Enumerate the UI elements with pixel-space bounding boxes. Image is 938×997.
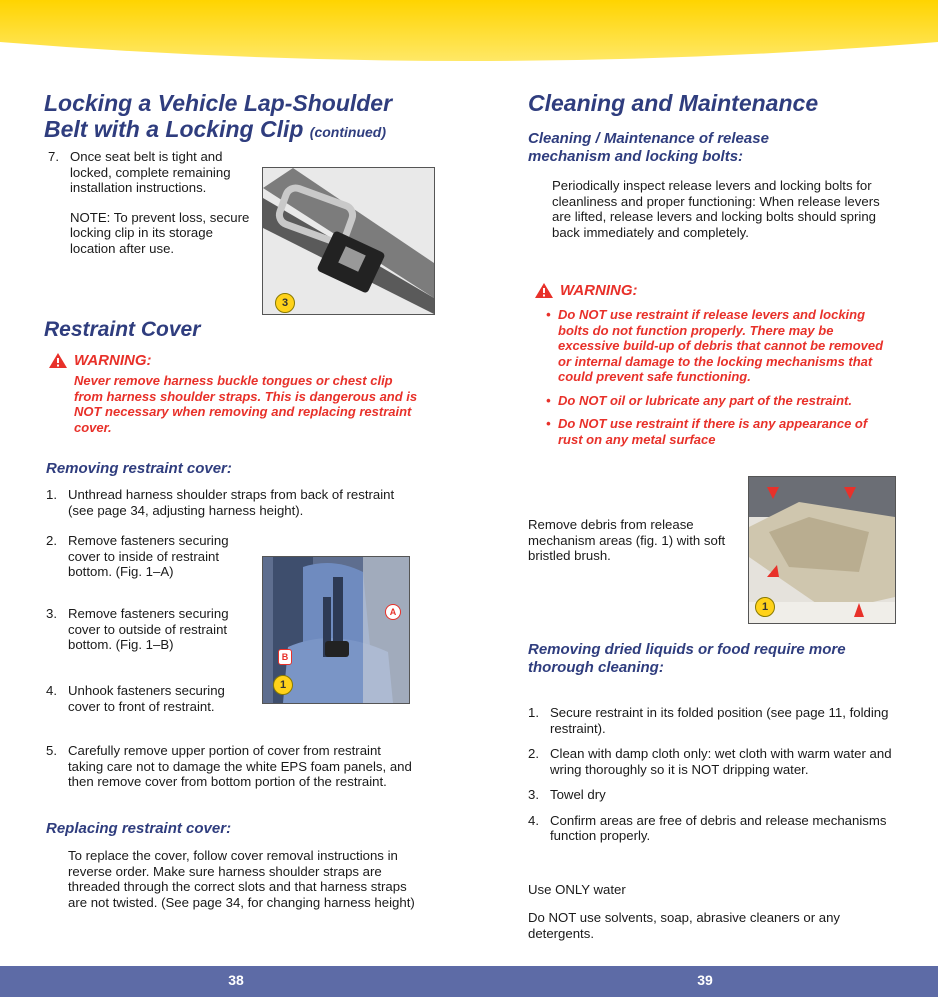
right-page-title-block bbox=[528, 90, 928, 116]
warning-bullet: • Do NOT use restraint if release levers and locking bolts do not function properly. There may be excessive build-up of debris that cannot be removed or internal damage to the locking mechanisms that could prevent safe functioning. bbox=[544, 307, 894, 385]
left-page-title: Locking a Vehicle Lap-Shoulder Belt with a Locking Clip (continued) bbox=[44, 90, 393, 142]
footer-band bbox=[0, 966, 938, 997]
left-page-title-block bbox=[44, 90, 424, 145]
warning-triangle-icon bbox=[534, 282, 554, 299]
cleaning-step: 3. Towel dry bbox=[528, 787, 606, 802]
figure-label-b: B bbox=[278, 649, 292, 665]
cleaning-step: 4. Confirm areas are free of debris and release mechanisms function properly. bbox=[528, 812, 887, 843]
warning-bullets bbox=[534, 307, 894, 447]
cleaning-step: 1. Secure restraint in its folded position (see page 11, folding restraint). bbox=[528, 705, 889, 736]
warning-label: WARNING: bbox=[560, 282, 638, 299]
figure-badge-3: 3 bbox=[275, 293, 295, 313]
removing-step-3: 3. Remove fasteners securing cover to outside of restraint bottom. (Fig. 1–B) bbox=[46, 606, 229, 652]
dried-liquids-heading: Removing dried liquids or food require more thorough cleaning: bbox=[528, 641, 846, 676]
warning-bullet: • Do NOT oil or lubricate any part of the restraint. bbox=[544, 393, 894, 409]
removing-cover-heading: Removing restraint cover: bbox=[46, 460, 232, 477]
locking-clip-illustration bbox=[263, 168, 434, 314]
removing-step-5: 5. Carefully remove upper portion of cover from restraint taking care not to damage the white EPS foam panels, and then remove cover from bottom portion of the restraint. bbox=[46, 743, 412, 789]
warning-triangle-icon bbox=[48, 352, 68, 369]
use-only-water: Use ONLY water bbox=[528, 882, 626, 897]
inspection-text: Periodically inspect release levers and locking bolts for cleanliness and proper functioning: When release levers are lifted, release levers and locking bolts should spring back immediately and completely. bbox=[552, 178, 880, 240]
storage-note: NOTE: To prevent loss, secure locking clip in its storage location after use. bbox=[70, 209, 250, 256]
step-7: 7. Once seat belt is tight and locked, complete remaining installation instructions. NOTE: To prevent loss, secure locking clip in its storage location after use. bbox=[48, 149, 253, 256]
cleaning-title: Cleaning and Maintenance bbox=[528, 90, 819, 116]
cleaning-step: 2. Clean with damp cloth only: wet cloth with warm water and wring thoroughly so it is NOT dripping water. bbox=[528, 746, 892, 777]
car-seat-photo bbox=[262, 556, 410, 704]
continued-label: (continued) bbox=[309, 124, 387, 140]
figure-badge-1: 1 bbox=[273, 675, 293, 695]
restraint-cover-section bbox=[44, 317, 424, 343]
replacing-cover-heading: Replacing restraint cover: bbox=[46, 820, 232, 837]
debris-text: Remove debris from release mechanism areas (fig. 1) with soft bristled brush. bbox=[528, 517, 726, 563]
locking-clip-photo bbox=[262, 167, 435, 315]
warning-label: WARNING: bbox=[74, 352, 152, 369]
figure-label-a: A bbox=[385, 604, 401, 620]
do-not-use-detergents: Do NOT use solvents, soap, abrasive cleaners or any detergents. bbox=[528, 910, 841, 941]
page-number-right: 39 bbox=[697, 972, 713, 988]
cleaning-steps bbox=[528, 705, 898, 844]
restraint-cover-title: Restraint Cover bbox=[44, 318, 201, 341]
removing-step-2: 2. Remove fasteners securing cover to inside of restraint bottom. (Fig. 1–A) bbox=[46, 533, 229, 579]
figure-badge-1: 1 bbox=[755, 597, 775, 617]
replacing-cover-text: To replace the cover, follow cover removal instructions in reverse order. Make sure harness shoulder straps are threaded through the correct slots and that harness straps are not twisted. (See page 34, for changing harness height) bbox=[68, 848, 415, 910]
left-warning bbox=[48, 352, 428, 435]
release-mechanism-heading: Cleaning / Maintenance of release mechanism and locking bolts: bbox=[528, 130, 769, 165]
release-mechanism-photo bbox=[748, 476, 896, 624]
page-number-left: 38 bbox=[228, 972, 244, 988]
warning-text: Never remove harness buckle tongues or chest clip from harness shoulder straps. This is dangerous and is NOT necessary when removing and replacing restraint cover. bbox=[74, 373, 418, 435]
warning-bullet: • Do NOT use restraint if there is any appearance of rust on any metal surface bbox=[544, 416, 894, 447]
removing-step-4: 4. Unhook fasteners securing cover to front of restraint. bbox=[46, 683, 225, 714]
removing-step-1: 1. Unthread harness shoulder straps from back of restraint (see page 34, adjusting harness height). bbox=[46, 487, 395, 518]
right-warning bbox=[534, 282, 914, 447]
top-yellow-band bbox=[0, 0, 938, 80]
